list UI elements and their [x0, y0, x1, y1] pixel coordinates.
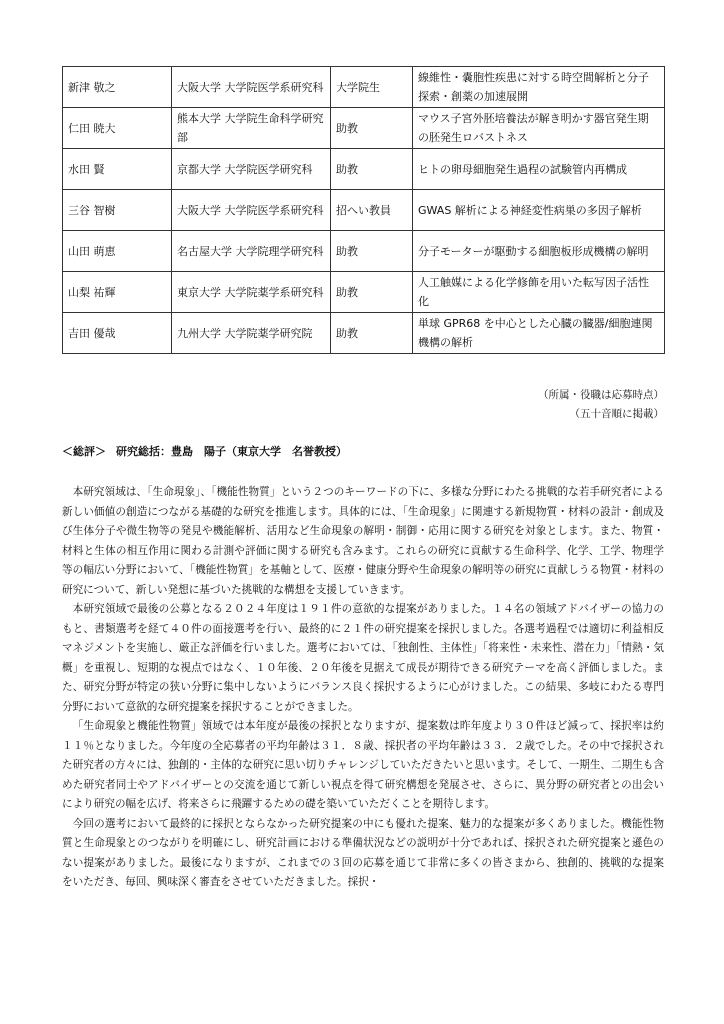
affiliation-note: （所属・役職は応募時点） [538, 389, 664, 401]
researcher-name: 山梨 祐輝 [63, 272, 172, 313]
research-supervisor: 研究総括：豊島 陽子（東京大学 名誉教授） [116, 445, 347, 458]
review-paragraph: 今回の選考において最終的に採択とならなかった研究提案の中にも優れた提案、魅力的な提案が多くありました。機能性物質と生命現象とのつながりを明確にし、研究計画における準備状況などの説明が十分であれば、採択された研究提案と遜色のない提案がありました。最後になりますが、これまでの３回の応募を通じて非常に多くの皆さまから、独創的、挑戦的な提案をいただき、毎回、興味深く審査をさせていただきました。採択・ [62, 817, 664, 888]
table-row [63, 272, 665, 313]
researcher-position: 助教 [331, 272, 413, 313]
review-paragraph: 本研究領域は、「生命現象」、「機能性物質」という２つのキーワードの下に、多様な分野にわたる挑戦的な若手研究者による新しい価値の創造につながる基礎的な研究を推進します。具体的には、「生命現象」に関連する新規物質・材料の設計・創成及び生体分子や微生物等の発見や機能解析、活用など生命現象の解明・制御・応用に関する研究を対象とします。また、物質・材料と生体の相互作用に関わる計測や評価に関する研究も含みます。これらの研究に貢献する生命科学、化学、工学、物理学等の幅広い分野において、「機能性物質」を基軸として、医療・健康分野や生命現象の解明等の研究に貢献しうる物質・材料の研究について、新しい発想に基づいた挑戦的な構想を支援していきます。 [62, 486, 664, 596]
review-heading [62, 443, 357, 459]
research-title: マウス子宮外胚培養法が解き明かす器官発生期の胚発生ロバストネス [413, 108, 665, 149]
researcher-affiliation: 東京大学 大学院薬学系研究科 [172, 272, 331, 313]
researcher-name: 仁田 暁大 [63, 108, 172, 149]
researcher-position: 助教 [331, 231, 413, 272]
researcher-affiliation: 名古屋大学 大学院理学研究科 [172, 231, 331, 272]
research-title: 人工触媒による化学修飾を用いた転写因子活性化 [413, 272, 665, 313]
research-title: 単球 GPR68 を中心とした心臓の臓器/細胞連関機構の解析 [413, 313, 665, 354]
research-title: 分子モーターが駆動する細胞板形成機構の解明 [413, 231, 665, 272]
table-row [63, 231, 665, 272]
researcher-name: 水田 賢 [63, 149, 172, 190]
researcher-affiliation: 京都大学 大学院医学研究科 [172, 149, 331, 190]
researcher-table [62, 66, 665, 354]
table-row [63, 149, 665, 190]
researcher-affiliation: 九州大学 大学院薬学研究院 [172, 313, 331, 354]
researcher-affiliation: 熊本大学 大学院生命科学研究部 [172, 108, 331, 149]
order-note: （五十音順に掲載） [569, 408, 664, 420]
research-title: GWAS 解析による神経変性病巣の多因子解析 [413, 190, 665, 231]
researcher-name: 三谷 智樹 [63, 190, 172, 231]
researcher-name: 吉田 優哉 [63, 313, 172, 354]
table-row [63, 108, 665, 149]
review-body [62, 483, 664, 893]
researcher-name: 新津 敬之 [63, 67, 172, 108]
research-title: ヒトの卵母細胞発生過程の試験管内再構成 [413, 149, 665, 190]
table-row [63, 313, 665, 354]
review-label: ＜総評＞ [62, 445, 106, 458]
researcher-position: 大学院生 [331, 67, 413, 108]
researcher-position: 招へい教員 [331, 190, 413, 231]
researcher-position: 助教 [331, 149, 413, 190]
researcher-affiliation: 大阪大学 大学院医学系研究科 [172, 67, 331, 108]
review-paragraph: 本研究領域で最後の公募となる２０２４年度は１９１件の意欲的な提案がありました。１４名の領域アドバイザーの協力のもと、書類選考を経て４０件の面接選考を行い、最終的に２１件の研究提案を採択しました。各選考過程では適切に利益相反マネジメントを実施し、厳正な評価を行いました。選考においては、「独創性、主体性」「将来性・未来性、潜在力」「情熱・気概」を重視し、短期的な視点ではなく、１０年後、２０年後を見据えて成長が期待できる研究テーマを高く評価しました。また、研究分野が特定の狭い分野に集中しないようにバランス良く採択するように心がけました。この結果、多岐にわたる専門分野において意欲的な研究提案を採択することができました。 [62, 603, 664, 713]
researcher-position: 助教 [331, 313, 413, 354]
review-paragraph: 「生命現象と機能性物質」領域では本年度が最後の採択となりますが、提案数は昨年度より３０件ほど減って、採択率は約１１％となりました。今年度の全応募者の平均年齢は３１．８歳、採択者の平均年齢は３３．２歳でした。その中で採択された研究者の方々には、独創的・主体的な研究に思い切りチャレンジしていただきたいと思います。そして、一期生、二期生も含めた研究者同士やアドバイザーとの交流を通じて新しい視点を得て研究構想を発展させ、さらに、異分野の研究者との出会いにより研究の幅を広げ、将来さらに飛躍するための礎を築いていただくことを期待します。 [62, 720, 664, 810]
table-row [63, 190, 665, 231]
table-row [63, 67, 665, 108]
researcher-affiliation: 大阪大学 大学院医学系研究科 [172, 190, 331, 231]
research-title: 線維性・嚢胞性疾患に対する時空間解析と分子探索・創薬の加速展開 [413, 67, 665, 108]
researcher-position: 助教 [331, 108, 413, 149]
researcher-name: 山田 萌恵 [63, 231, 172, 272]
table-notes [538, 386, 664, 424]
